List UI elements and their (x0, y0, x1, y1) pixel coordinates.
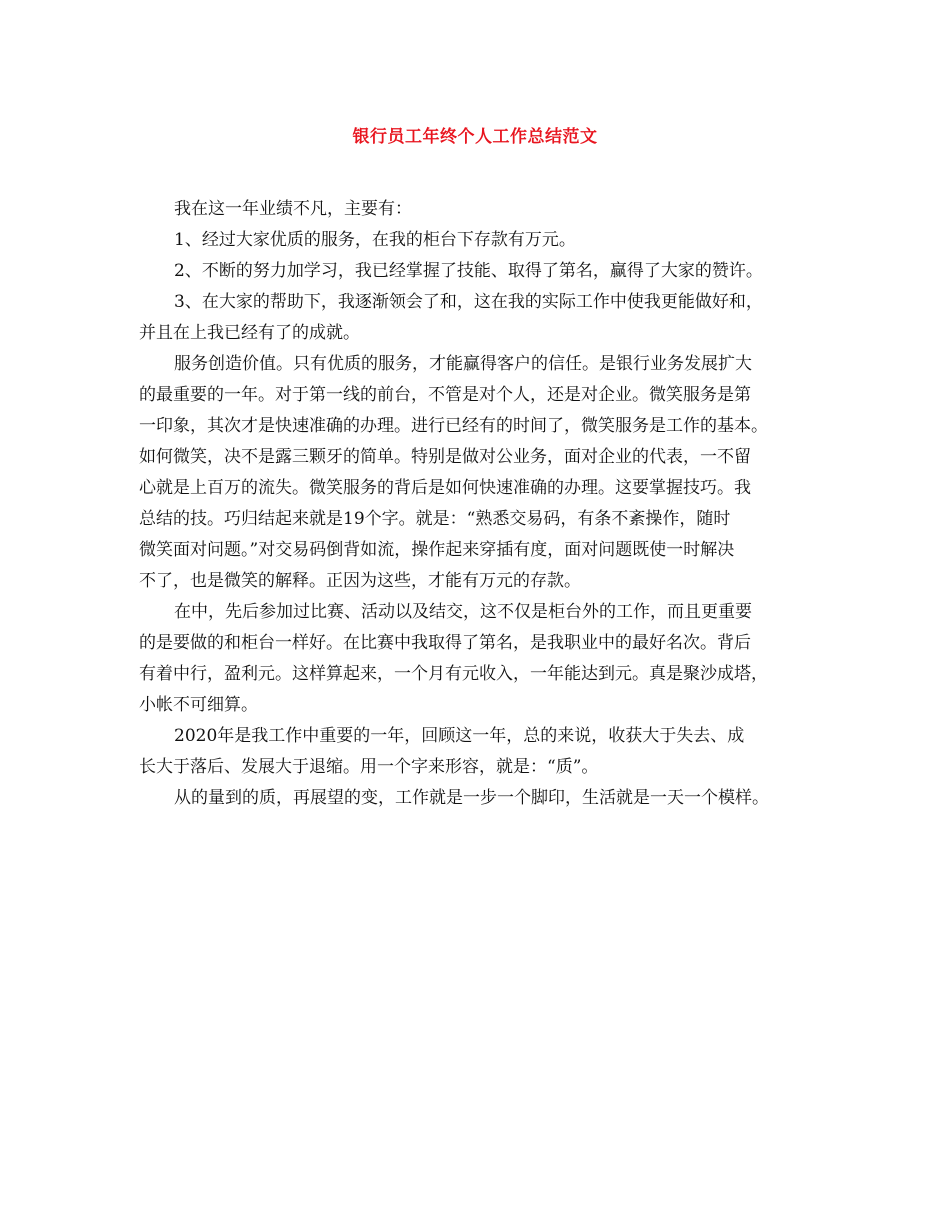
list-item-2: 2、不断的努力加学习，我已经掌握了技能、取得了第名，赢得了大家的赞许。 (174, 261, 763, 281)
list-item-1: 1、经过大家优质的服务，在我的柜台下存款有万元。 (174, 230, 576, 250)
paragraph-line: 有着中行，盈利元。这样算起来，一个月有元收入，一年能达到元。真是聚沙成塔， (139, 664, 768, 684)
paragraph-line: 在中，先后参加过比赛、活动以及结交，这不仅是柜台外的工作，而且更重要 (174, 602, 752, 622)
paragraph-line: 如何微笑，决不是露三颗牙的简单。特别是做对公业务，面对企业的代表，一不留 (139, 447, 751, 467)
paragraph-line: 从的量到的质，再展望的变，工作就是一步一个脚印，生活就是一天一个模样。 (174, 788, 769, 808)
paragraph-line: 2020年是我工作中重要的一年，回顾这一年，总的来说，收获大于失去、成 (174, 726, 745, 746)
paragraph-line: 我在这一年业绩不凡，主要有： (174, 199, 412, 219)
paragraph-line: 长大于落后、发展大于退缩。用一个字来形容，就是：“质”。 (139, 757, 599, 777)
paragraph-line: 心就是上百万的流失。微笑服务的背后是如何快速准确的办理。这要掌握技巧。我 (139, 478, 751, 498)
paragraph-line: 不了，也是微笑的解释。正因为这些，才能有万元的存款。 (139, 571, 581, 591)
list-item-3: 3、在大家的帮助下，我逐渐领会了和，这在我的实际工作中使我更能做好和， (174, 292, 763, 312)
paragraph-line: 微笑面对问题。”对交易码倒背如流，操作起来穿插有度，面对问题既使一时解决 (139, 540, 735, 560)
paragraph-line: 的最重要的一年。对于第一线的前台，不管是对个人，还是对企业。微笑服务是第 (139, 385, 751, 405)
paragraph-line: 的是要做的和柜台一样好。在比赛中我取得了第名，是我职业中的最好名次。背后 (139, 633, 751, 653)
document-title: 银行员工年终个人工作总结范文 (352, 127, 598, 147)
paragraph-line: 小帐不可细算。 (139, 695, 258, 715)
document-body (139, 194, 829, 814)
list-item-3-continued: 并且在上我已经有了的成就。 (139, 323, 360, 343)
paragraph-line: 总结的技。巧归结起来就是19个字。就是：“熟悉交易码，有条不紊操作，随时 (139, 509, 731, 529)
paragraph-line: 一印象，其次才是快速准确的办理。进行已经有的时间了，微笑服务是工作的基本。 (139, 416, 768, 436)
paragraph-line: 服务创造价值。只有优质的服务，才能赢得客户的信任。是银行业务发展扩大 (174, 354, 752, 374)
